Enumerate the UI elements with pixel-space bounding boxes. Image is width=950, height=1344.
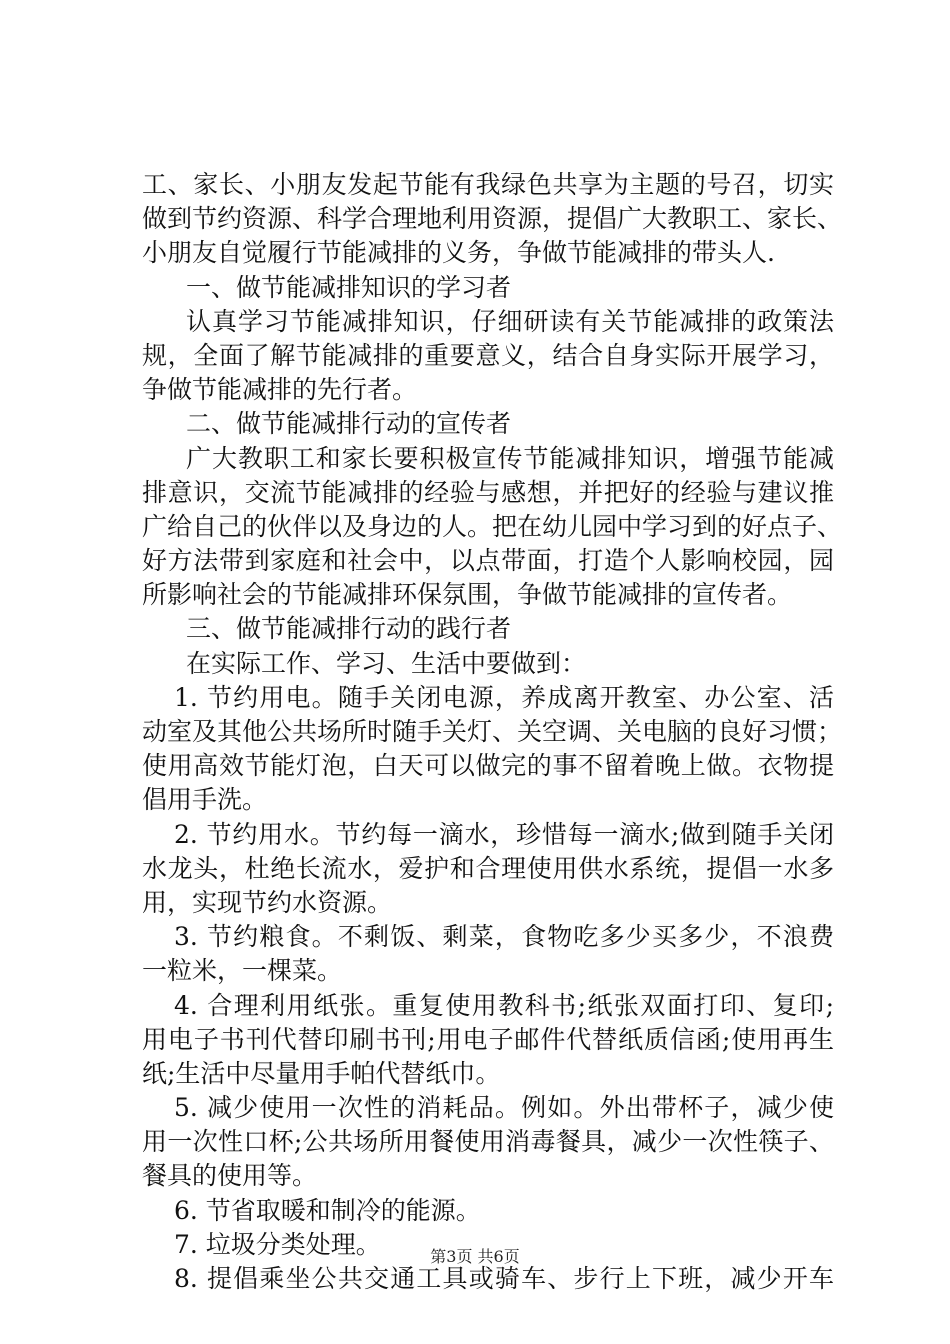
paragraph-line: 所影响社会的节能减排环保氛围，争做节能减排的宣传者。 [142,580,793,610]
paragraph-line: 用电子书刊代替印刷书刊;用电子邮件代替纸质信函;使用再生 [142,1024,834,1054]
paragraph-line: 认真学习节能减排知识，仔细研读有关节能减排的政策法 [186,306,834,336]
paragraph-line: 一粒米，一棵菜。 [142,956,343,986]
list-item-line: 7. 垃圾分类处理。 [174,1229,381,1259]
paragraph-line: 动室及其他公共场所时随手关灯、关空调、关电脑的良好习惯； [142,717,843,746]
list-item-line: 4. 合理利用纸张。重复使用教科书;纸张双面打印、复印; [174,990,834,1020]
list-item-line: 3. 节约粮食。不剩饭、剩菜，食物吃多少买多少，不浪费 [174,922,834,952]
paragraph-line: 倡用手洗。 [142,785,268,815]
list-item-line: 2. 节约用水。节约每一滴水，珍惜每一滴水;做到随手关闭 [174,819,834,849]
paragraph-line: 使用高效节能灯泡，白天可以做完的事不留着晚上做。衣物提 [142,751,834,781]
paragraph-line: 水龙头，杜绝长流水，爱护和合理使用供水系统，提倡一水多 [142,853,834,883]
paragraph-line: 争做节能减排的先行者。 [142,375,418,405]
list-item-line: 8. 提倡乘坐公共交通工具或骑车、步行上下班，减少开车 [174,1264,834,1293]
section-heading: 三、做节能减排行动的践行者 [186,614,512,644]
paragraph-line: 做到节约资源、科学合理地利用资源，提倡广大教职工、家长、 [142,204,843,234]
list-item-line: 6. 节省取暖和制冷的能源。 [174,1195,481,1225]
section-heading: 一、做节能减排知识的学习者 [186,272,512,302]
list-item-line: 1. 节约用电。随手关闭电源，养成离开教室、办公室、活 [174,682,834,712]
paragraph-line: 广大教职工和家长要积极宣传节能减排知识，增强节能减 [186,443,834,473]
paragraph-line: 工、家长、小朋友发起节能有我绿色共享为主题的号召，切实 [142,170,834,199]
section-heading: 二、做节能减排行动的宣传者 [186,409,512,439]
paragraph-line: 好方法带到家庭和社会中，以点带面，打造个人影响校园，园 [142,546,834,576]
paragraph-line: 餐具的使用等。 [142,1161,318,1191]
document-body [142,168,843,1296]
paragraph-line: 纸;生活中尽量用手帕代替纸巾。 [142,1058,501,1088]
paragraph-line: 规，全面了解节能减排的重要意义，结合自身实际开展学习， [142,340,834,370]
list-item-line: 5. 减少使用一次性的消耗品。例如。外出带杯子，减少使 [174,1093,834,1123]
paragraph-line: 用一次性口杯;公共场所用餐使用消毒餐具，减少一次性筷子、 [142,1127,834,1157]
paragraph-line: 广给自己的伙伴以及身边的人。把在幼儿园中学习到的好点子、 [142,511,843,541]
paragraph-line: 在实际工作、学习、生活中要做到： [186,648,587,678]
paragraph-line: 排意识，交流节能减排的经验与感想，并把好的经验与建议推 [142,477,834,507]
paragraph-line: 用，实现节约水资源。 [142,887,393,917]
page-footer: 第3页 共6页 [430,1247,520,1266]
paragraph-line: 小朋友自觉履行节能减排的义务，争做节能减排的带头人. [142,238,775,268]
